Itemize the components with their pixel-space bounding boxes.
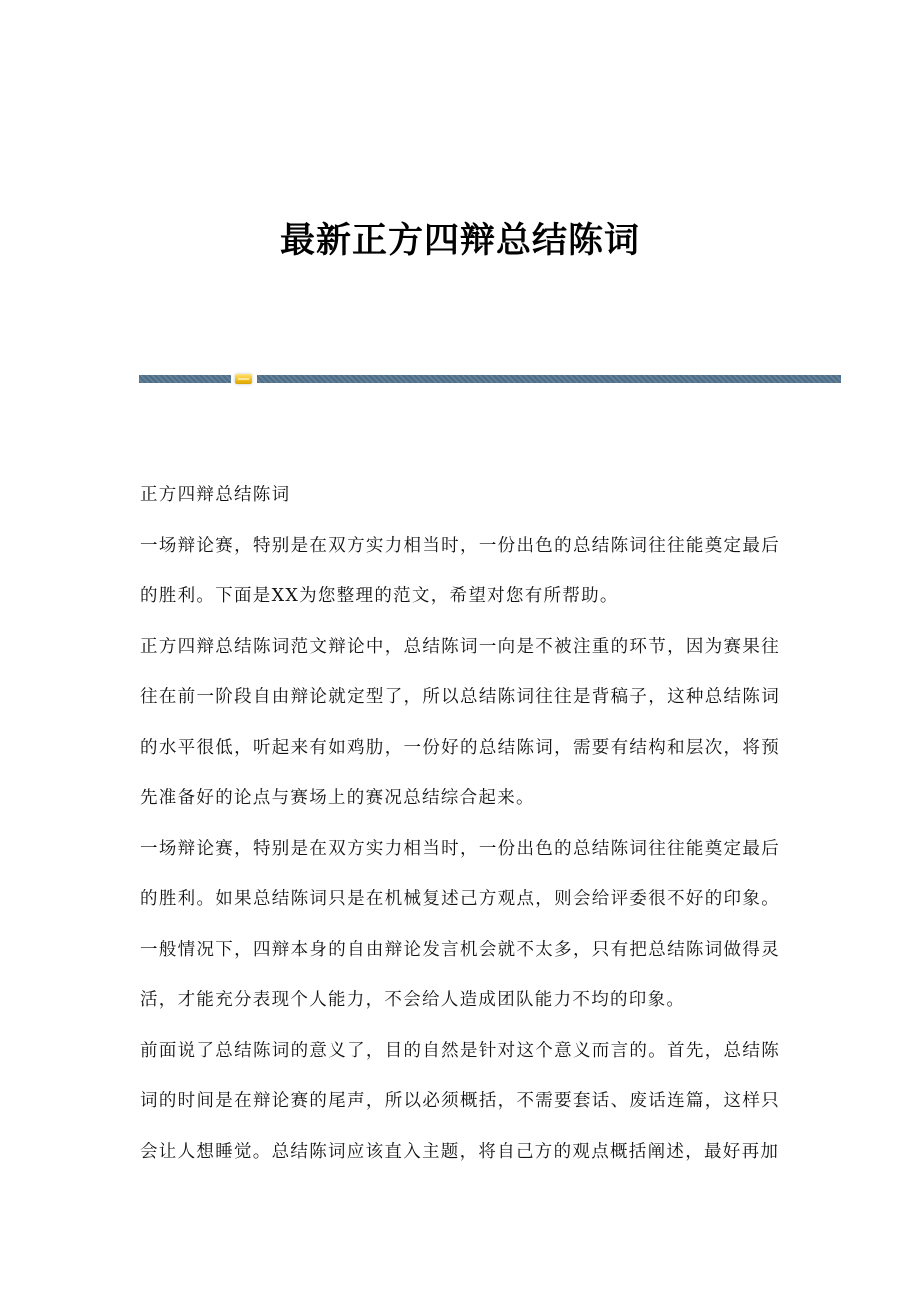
document-body <box>140 470 780 1177</box>
paragraph: 一场辩论赛，特别是在双方实力相当时，一份出色的总结陈词往往能奠定最后的胜利。如果总结陈词只是在机械复述己方观点，则会给评委很不好的印象。一般情况下，四辩本身的自由辩论发言机会就不太多，只有把总结陈词做得灵活，才能充分表现个人能力，不会给人造成团队能力不均的印象。 <box>140 838 780 1010</box>
paragraph: 正方四辩总结陈词范文辩论中，总结陈词一向是不被注重的环节，因为赛果往往在前一阶段自由辩论就定型了，所以总结陈词往往是背稿子，这种总结陈词的水平很低，听起来有如鸡肋，一份好的总结陈词，需要有结构和层次，将预先准备好的论点与赛场上的赛况总结综合起来。 <box>140 636 780 808</box>
divider-bar-left <box>139 375 231 383</box>
paragraph: 前面说了总结陈词的意义了，目的自然是针对这个意义而言的。首先，总结陈词的时间是在辩论赛的尾声，所以必须概括，不需要套话、废话连篇，这样只会让人想睡觉。总结陈词应该直入主题，将自己方的观点概括阐述，最好再加 <box>140 1040 780 1162</box>
document-title: 最新正方四辩总结陈词 <box>279 221 640 261</box>
divider-bar-right <box>257 375 841 383</box>
gold-gem-icon <box>235 374 252 384</box>
section-divider <box>139 375 841 384</box>
paragraph: 一场辩论赛，特别是在双方实力相当时，一份出色的总结陈词往往能奠定最后的胜利。下面是XX为您整理的范文，希望对您有所帮助。 <box>140 535 780 606</box>
section-heading: 正方四辩总结陈词 <box>140 485 291 505</box>
